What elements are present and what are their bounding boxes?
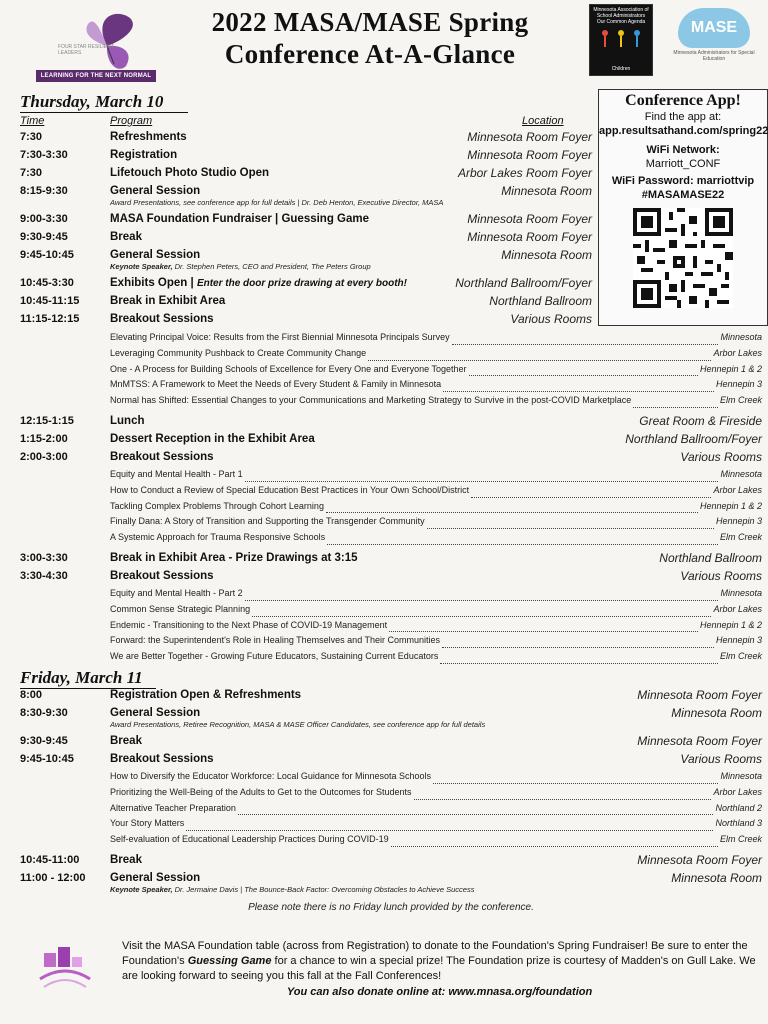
breakout-title: Finally Dana: A Story of Transition and Supporting the Transgender Community	[110, 516, 425, 527]
session-location: Minnesota Room Foyer	[637, 734, 762, 748]
schedule-row	[20, 854, 762, 872]
dot-leader	[391, 834, 718, 847]
breakout-room: Hennepin 1 & 2	[699, 500, 762, 511]
session-location: Northland Ballroom	[489, 294, 592, 308]
breakout-room: Elm Creek	[719, 834, 762, 845]
session-program-label: Dessert Reception in the Exhibit Area	[110, 432, 315, 445]
session-location: Minnesota Room Foyer	[637, 852, 762, 867]
breakout-title: A Systemic Approach for Trauma Responsive Schools	[110, 532, 326, 543]
session-location: Minnesota Room Foyer	[467, 230, 592, 244]
wifi-password: WiFi Password: marriottvip	[611, 175, 755, 187]
breakout-session	[20, 532, 762, 548]
session-program-label: Breakout Sessions	[110, 753, 214, 765]
dot-leader	[326, 501, 698, 514]
session-time: 3:30-4:30	[20, 569, 68, 582]
breakout-room: Minnesota	[720, 468, 762, 479]
schedule-row	[20, 451, 762, 469]
session-program-label: Breakout Sessions	[110, 450, 214, 463]
session-program	[110, 570, 214, 583]
breakout-title: Elevating Principal Voice: Results from the First Biennial Minnesota Principals Survey	[110, 332, 450, 342]
session-time: 12:15-1:15	[20, 414, 74, 427]
session-program-label: General Session	[110, 871, 201, 884]
foundation-logo	[30, 935, 100, 1005]
schedule-row	[20, 689, 762, 707]
friday-schedule	[20, 689, 762, 913]
schedule-row	[20, 185, 592, 213]
breakout-session	[20, 348, 762, 364]
thursday-schedule-cont	[20, 332, 762, 667]
breakout-title: Your Story Matters	[110, 818, 185, 829]
session-program	[110, 313, 214, 326]
breakout-title: Common Sense Strategic Planning	[110, 603, 251, 614]
schedule-row	[20, 872, 762, 900]
breakout-room: Hennepin 3	[715, 516, 762, 527]
breakout-session	[20, 818, 762, 834]
subtitle-text: Award Presentations, see conference app for full details | Dr. Deb Henton, Executive Director, MASA	[110, 198, 444, 207]
session-program	[110, 433, 315, 446]
breakout-session	[20, 469, 762, 485]
session-program-label: Breakout Sessions	[110, 313, 214, 325]
session-location: Northland Ballroom/Foyer	[455, 276, 592, 290]
breakout-room: Arbor Lakes	[713, 484, 762, 495]
breakout-session	[20, 395, 762, 411]
session-program	[110, 167, 269, 180]
session-program	[110, 552, 358, 565]
breakout-room: Northland 2	[715, 802, 762, 813]
dot-leader	[245, 588, 719, 601]
breakout-session	[20, 485, 762, 501]
session-time: 9:30-9:45	[20, 231, 68, 243]
session-program	[110, 249, 200, 262]
wifi-label: WiFi Network:	[646, 144, 720, 156]
schedule-row	[20, 570, 762, 588]
session-program	[110, 149, 177, 162]
subtitle-bold: Keynote Speaker,	[110, 262, 173, 271]
breakout-session	[20, 364, 762, 380]
breakout-session	[20, 771, 762, 787]
session-program	[110, 277, 407, 290]
session-subtitle	[110, 262, 371, 272]
dot-leader	[245, 469, 719, 482]
session-location: Various Rooms	[680, 752, 762, 766]
col-program: Program	[110, 115, 153, 127]
session-program-label: Exhibits Open |	[110, 277, 197, 289]
session-program-label: Breakout Sessions	[110, 569, 214, 582]
session-program	[110, 415, 145, 428]
session-program-label: Break in Exhibit Area - Prize Drawings at 3:15	[110, 551, 358, 564]
schedule-row	[20, 249, 592, 277]
session-time: 9:30-9:45	[20, 735, 68, 747]
breakout-title: Prioritizing the Well-Being of the Adults to Get to the Outcomes for Students	[110, 786, 412, 797]
app-find: Find the app at:	[644, 111, 722, 123]
breakout-session	[20, 787, 762, 803]
session-time: 11:15-12:15	[20, 313, 80, 325]
donate-link[interactable]: You can also donate online at: www.mnasa.org/foundation	[286, 986, 593, 998]
session-program	[110, 872, 200, 885]
session-program	[110, 735, 142, 748]
breakout-room: Elm Creek	[719, 651, 762, 662]
session-subtitle	[110, 720, 485, 730]
session-time: 9:45-10:45	[20, 249, 74, 261]
dot-leader	[440, 651, 718, 664]
masa-children-logo: Minnesota Association of School Administrators Our Common Agenda Children	[589, 4, 653, 76]
session-time: 7:30	[20, 167, 43, 179]
dot-leader	[252, 604, 711, 617]
schedule-row	[20, 149, 592, 167]
dot-leader	[471, 485, 711, 498]
logo-tagline: LEARNING FOR THE NEXT NORMAL	[36, 70, 156, 82]
breakout-title: Normal has Shifted: Essential Changes to your Communications and Marketing Strategy to Survive in the post-COVID Marketplace	[110, 395, 632, 406]
session-program-label: Lunch	[110, 414, 145, 427]
session-time: 3:00-3:30	[20, 551, 68, 564]
breakout-title: Equity and Mental Health - Part 2	[110, 587, 243, 598]
session-subtitle	[110, 885, 474, 895]
breakout-title: One - A Process for Building Schools of Excellence for Every One and Everyone Together	[110, 363, 467, 374]
schedule-row	[20, 277, 592, 295]
session-location: Great Room & Fireside	[639, 413, 762, 428]
session-program-label: Lifetouch Photo Studio Open	[110, 167, 270, 179]
dot-leader	[414, 787, 712, 800]
schedule-row	[20, 707, 762, 735]
thursday-schedule	[20, 131, 592, 331]
schedule-row	[20, 295, 592, 313]
session-location: Minnesota Room Foyer	[467, 148, 592, 162]
dot-leader	[186, 818, 713, 831]
breakout-room: Hennepin 3	[715, 379, 762, 390]
breakout-room: Elm Creek	[719, 532, 762, 543]
breakout-room: Northland 3	[715, 818, 762, 829]
session-location: Minnesota Room Foyer	[467, 212, 592, 226]
dot-leader	[452, 332, 719, 345]
session-location: Minnesota Room Foyer	[637, 688, 762, 702]
session-program-label: Break	[110, 231, 142, 243]
session-time: 10:45-11:00	[20, 853, 80, 866]
breakout-title: Tackling Complex Problems Through Cohort Learning	[110, 500, 324, 511]
session-program	[110, 451, 214, 464]
breakout-title: Leveraging Community Pushback to Create Community Change	[110, 347, 367, 358]
schedule-row	[20, 753, 762, 771]
session-time: 8:15-9:30	[20, 185, 68, 197]
session-location: Minnesota Room	[671, 706, 762, 720]
app-url[interactable]: app.resultsathand.com/spring22	[599, 125, 768, 137]
session-subtitle	[110, 198, 443, 208]
breakout-session	[20, 501, 762, 517]
session-location: Arbor Lakes Room Foyer	[457, 166, 592, 180]
schedule-row	[20, 213, 592, 231]
dot-leader	[238, 803, 714, 816]
logo-subtitle: FOUR STAR RESILIENT LEADERS	[58, 44, 114, 56]
session-location: Minnesota Room Foyer	[467, 130, 592, 144]
dot-leader	[633, 395, 718, 408]
session-location: Various Rooms	[510, 312, 592, 326]
friday-heading: Friday, March 11	[20, 668, 156, 689]
session-location: Minnesota Room	[501, 184, 592, 198]
session-time: 1:15-2:00	[20, 432, 68, 445]
breakout-title: Equity and Mental Health - Part 1	[110, 468, 243, 479]
foundation-message: Visit the MASA Foundation table (across from Registration) to donate to the Foundation's Spring Fundraiser! Be sure to enter the Foundation's Guessing Game for a chance to win a special prize! The Foundation prize is courtesy of Madden's on Gull Lake. We are looking forward to seeing you this fall at the Fall Conferences!	[122, 940, 756, 982]
breakout-room: Hennepin 3	[715, 635, 762, 646]
session-program	[110, 185, 200, 198]
breakout-title: Endemic - Transitioning to the Next Phase of COVID-19 Management	[110, 619, 388, 630]
session-time: 9:00-3:30	[20, 213, 68, 225]
session-program-label: MASA Foundation Fundraiser | Guessing Game	[110, 213, 370, 225]
breakout-title: Self-evaluation of Educational Leadership Practices During COVID-19	[110, 834, 389, 845]
session-location: Minnesota Room	[671, 870, 762, 885]
session-program	[110, 213, 369, 226]
breakout-title: How to Conduct a Review of Special Education Best Practices in Your Own School/District	[110, 484, 470, 495]
schedule-row	[20, 231, 592, 249]
subtitle-bold: Keynote Speaker,	[110, 884, 173, 894]
session-location: Various Rooms	[680, 449, 762, 464]
breakout-room: Arbor Lakes	[713, 786, 762, 797]
session-program-label: Break	[110, 735, 142, 747]
breakout-room: Hennepin 1 & 2	[699, 619, 762, 630]
breakout-session	[20, 332, 762, 348]
session-program-label: Break	[110, 853, 142, 866]
dot-leader	[443, 379, 714, 392]
session-program	[110, 689, 301, 702]
breakout-title: How to Diversify the Educator Workforce: Local Guidance for Minnesota Schools	[110, 771, 431, 781]
col-location: Location	[522, 115, 564, 127]
session-time: 7:30	[20, 131, 43, 143]
dot-leader	[327, 532, 718, 545]
session-time: 8:00	[20, 689, 43, 701]
session-time: 10:45-3:30	[20, 277, 74, 289]
session-program	[110, 295, 225, 308]
session-program-label: General Session	[110, 707, 201, 719]
session-time: 8:30-9:30	[20, 707, 68, 719]
breakout-title: Alternative Teacher Preparation	[110, 802, 236, 813]
session-program	[110, 753, 214, 766]
session-program	[110, 854, 142, 867]
mase-logo-subtitle: Minnesota Administrators for Special Education	[673, 50, 755, 62]
session-program	[110, 131, 187, 144]
breakout-session	[20, 604, 762, 620]
conference-app-box	[598, 89, 768, 326]
breakout-room: Minnesota	[720, 771, 762, 781]
session-program-label: Registration	[110, 149, 178, 161]
session-program-label: General Session	[110, 185, 201, 197]
dot-leader	[442, 635, 714, 648]
breakout-room: Hennepin 1 & 2	[699, 363, 762, 374]
breakout-title: MnMTSS: A Framework to Meet the Needs of Every Student & Family in Minnesota	[110, 379, 442, 390]
breakout-session	[20, 834, 762, 850]
breakout-session	[20, 803, 762, 819]
subtitle-text: Award Presentations, Retiree Recognition, MASA & MASE Officer Candidates, see conference app for full details	[110, 720, 486, 729]
session-program	[110, 231, 142, 244]
session-program-label: Break in Exhibit Area	[110, 295, 226, 307]
schedule-row	[20, 313, 592, 331]
breakout-session	[20, 516, 762, 532]
app-title: Conference App!	[625, 92, 741, 109]
friday-lunch-note: Please note there is no Friday lunch provided by the conference.	[248, 901, 534, 913]
hashtag: #MASAMASE22	[641, 189, 725, 201]
breakout-session	[20, 620, 762, 636]
breakout-title: We are Better Together - Growing Future Educators, Sustaining Current Educators	[110, 651, 439, 662]
session-program-note: Enter the door prize drawing at every booth!	[196, 278, 407, 289]
session-program-label: Registration Open & Refreshments	[110, 689, 302, 701]
schedule-row	[20, 433, 762, 451]
schedule-row	[20, 552, 762, 570]
session-time: 11:00 - 12:00	[20, 871, 86, 884]
qr-code-icon[interactable]	[633, 208, 733, 308]
dot-leader	[389, 620, 698, 633]
breakout-session	[20, 635, 762, 651]
subtitle-text: Dr. Jermaine Davis | The Bounce-Back Factor: Overcoming Obstacles to Achieve Success	[172, 884, 475, 894]
breakout-room: Minnesota	[720, 332, 762, 342]
session-program-label: Refreshments	[110, 131, 187, 143]
schedule-row	[20, 415, 762, 433]
thursday-heading: Thursday, March 10	[20, 92, 188, 113]
breakout-session	[20, 651, 762, 667]
session-location: Minnesota Room	[501, 248, 592, 262]
mase-logo: MASE	[678, 8, 750, 48]
session-time: 9:45-10:45	[20, 753, 74, 765]
session-time: 2:00-3:00	[20, 450, 68, 463]
col-time: Time	[20, 115, 45, 127]
schedule-row	[20, 167, 592, 185]
session-location: Northland Ballroom/Foyer	[625, 431, 762, 446]
session-location: Northland Ballroom	[659, 550, 762, 565]
session-location: Various Rooms	[680, 568, 762, 583]
dot-leader	[433, 771, 718, 784]
dot-leader	[469, 364, 698, 377]
session-time: 10:45-11:15	[20, 295, 80, 307]
breakout-room: Arbor Lakes	[713, 347, 762, 358]
schedule-row	[20, 131, 592, 149]
session-time: 7:30-3:30	[20, 149, 68, 161]
subtitle-text: Dr. Stephen Peters, CEO and President, The Peters Group	[172, 262, 371, 271]
session-program-label: General Session	[110, 249, 201, 261]
dot-leader	[427, 516, 714, 529]
dot-leader	[368, 348, 711, 361]
breakout-room: Minnesota	[720, 587, 762, 598]
session-program	[110, 707, 200, 720]
breakout-title: Forward: the Superintendent's Role in Healing Themselves and Their Communities	[110, 635, 441, 646]
breakout-room: Elm Creek	[719, 395, 762, 406]
wifi-name: Marriott_CONF	[645, 158, 721, 170]
schedule-row	[20, 735, 762, 753]
breakout-session	[20, 379, 762, 395]
page-title: 2022 MASA/MASE Spring Conference At-A-Glance	[211, 7, 529, 69]
breakout-room: Arbor Lakes	[713, 603, 762, 614]
breakout-session	[20, 588, 762, 604]
